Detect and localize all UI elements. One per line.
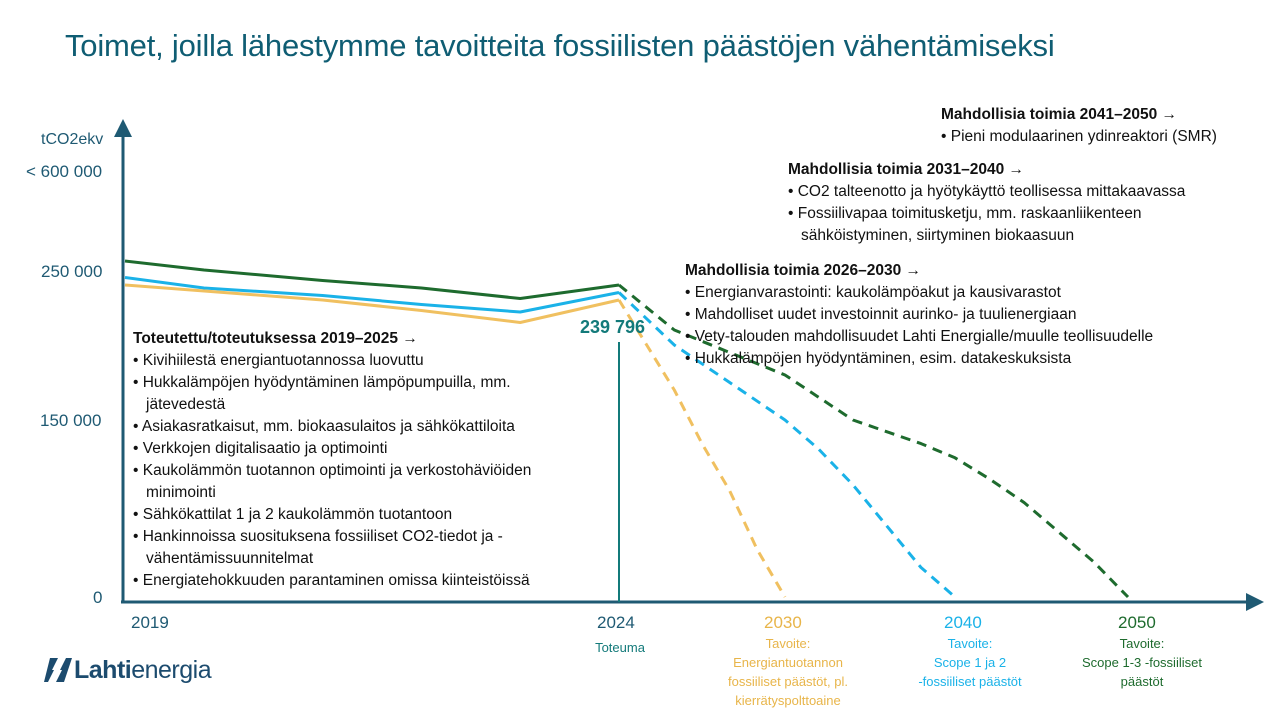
series-line-0 — [125, 261, 619, 299]
y-tick-label: < 600 000 — [26, 162, 103, 181]
logo-text-lahti: Lahti — [74, 655, 132, 684]
list-item: • Pieni modulaarinen ydinreaktori (SMR) — [941, 126, 1261, 148]
list-item: • Kivihiilestä energiantuotannossa luovuttu — [133, 350, 593, 372]
actions-2026-2030 — [685, 260, 1245, 370]
block-heading: Toteutettu/toteutuksessa 2019–2025 → — [133, 330, 418, 347]
x-tick-2024: 2024 — [597, 613, 635, 632]
list-item: • Mahdolliset uudet investoinnit aurinko- ja tuulienergiaan — [685, 304, 1245, 326]
list-item: • Fossiilivapaa toimitusketju, mm. raskaanliikenteen sähköistyminen, siirtyminen biokaasuun — [788, 203, 1248, 247]
list-item: • CO2 talteenotto ja hyötykäyttö teollisessa mittakaavassa — [788, 181, 1248, 203]
logo-text-energia: energia — [131, 655, 212, 684]
y-tick-label: 0 — [93, 588, 103, 607]
x-tick-2030: 2030 — [764, 613, 802, 632]
list-item: • Sähkökattilat 1 ja 2 kaukolämmön tuotantoon — [133, 504, 593, 526]
list-item: • Verkkojen digitalisaatio ja optimointi — [133, 438, 593, 460]
lahti-energia-logo-icon — [42, 654, 74, 686]
list-item: • Asiakasratkaisut, mm. biokaasulaitos ja sähkökattiloita — [133, 416, 593, 438]
caption-2050: Tavoite: Scope 1-3 -fossiiliset päästöt — [1082, 636, 1202, 689]
list-item: • Energiatehokkuuden parantaminen omissa kiinteistöissä — [133, 570, 593, 592]
block-heading: Mahdollisia toimia 2041–2050 → — [941, 106, 1178, 123]
y-tick-label: 150 000 — [40, 411, 102, 430]
caption-2040: Tavoite: Scope 1 ja 2 -fossiiliset päästöt — [918, 636, 1022, 689]
x-tick-2050: 2050 — [1118, 613, 1156, 632]
actions-2041-2050 — [941, 104, 1261, 148]
list-item: • Vety-talouden mahdollisuudet Lahti Energialle/muulle teollisuudelle — [685, 326, 1245, 348]
y-tick-label: 250 000 — [41, 262, 103, 281]
actions-2031-2040 — [788, 159, 1248, 247]
x-tick-2040: 2040 — [944, 613, 982, 632]
page-title: Toimet, joilla lähestymme tavoitteita fossiilisten päästöjen vähentämiseksi — [65, 28, 1055, 63]
lahti-energia-logo — [42, 654, 211, 686]
block-heading: Mahdollisia toimia 2026–2030 → — [685, 262, 922, 279]
list-item: • Hukkalämpöjen hyödyntäminen, esim. datakeskuksista — [685, 348, 1245, 370]
actions-2019-2025 — [133, 328, 593, 592]
value-annotation: 239 796 — [580, 317, 646, 337]
list-item: • Kaukolämmön tuotannon optimointi ja verkostohäviöiden minimointi — [133, 460, 593, 504]
list-item: • Hankinnoissa suosituksena fossiiliset CO2-tiedot ja -vähentämissuunnitelmat — [133, 526, 593, 570]
x-tick-2019: 2019 — [131, 613, 169, 632]
caption-2024: Toteuma — [595, 640, 645, 655]
caption-2030: Tavoite: Energiantuotannon fossiiliset päästöt, pl. kierrätyspolttoaine — [728, 636, 848, 708]
y-axis-label: tCO2ekv — [41, 131, 104, 148]
list-item: • Hukkalämpöjen hyödyntäminen lämpöpumpuilla, mm. jätevedestä — [133, 372, 593, 416]
block-heading: Mahdollisia toimia 2031–2040 → — [788, 161, 1025, 178]
series-line-4 — [125, 285, 619, 323]
list-item: • Energianvarastointi: kaukolämpöakut ja kausivarastot — [685, 282, 1245, 304]
